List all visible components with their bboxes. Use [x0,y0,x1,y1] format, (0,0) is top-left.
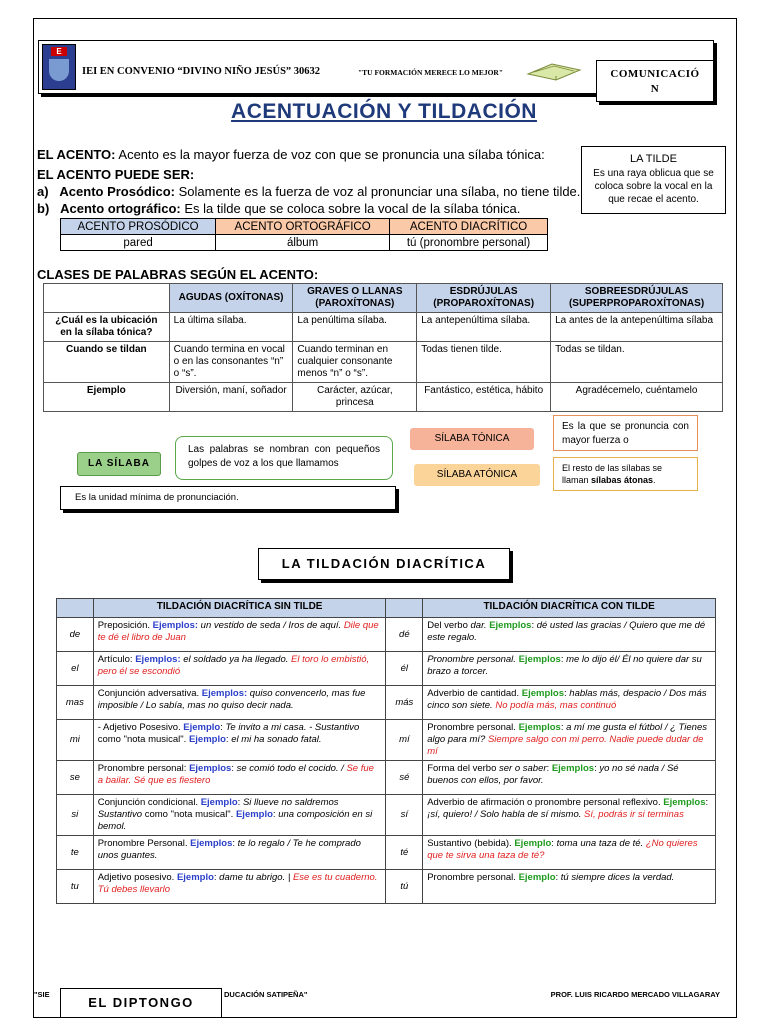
tilde-text: Es una raya oblicua que se coloca sobre la vocal en la que recae el acento. [593,168,714,205]
example-label: Ejemplos [518,654,561,665]
cell-text: Del verbo [427,620,471,631]
meaning-sin-tilde [93,795,386,836]
word-sin-tilde: mi [57,720,94,761]
header-prosodico: ACENTO PROSÓDICO [61,219,216,235]
header-ortografico: ACENTO ORTOGRÁFICO [216,219,390,235]
meaning-con-tilde [423,870,716,904]
acento-definition [37,147,545,162]
cell-text: : [705,797,709,808]
table-row [57,686,716,720]
silaba-unidad-box: Es la unidad mínima de pronunciación. [60,486,396,510]
cell-text: Pronombre Personal. [97,838,191,849]
example-sentence-red: Se fue a bailar. Sé que es fiestero [97,763,374,786]
cell-text: ¡sí, quiero! / Solo habla de sí mismo. [427,809,585,820]
acento-prosodico-label: Acento Prosódico: [59,184,175,199]
example-sentence-red: Sí, podrás ir si terminas [584,809,684,820]
table-cell: Todas se tildan. [551,342,723,383]
cell-text: Sustantivo [97,809,143,820]
cell-text: Artículo: [97,654,136,665]
header-con-tilde: TILDACIÓN DIACRÍTICA CON TILDE [423,599,716,618]
example-sentence-red: ¿No quieres que te sirva una taza de té? [427,838,698,861]
example-sentence-red: Siempre salgo con mi perro. Nadie puede dudar de mí [427,734,704,757]
cell-text: : [564,688,570,699]
meaning-con-tilde [423,795,716,836]
table-row [57,761,716,795]
cell-text: te lo regalo / Te he comprado unos guantes. [97,838,361,861]
acento-ortografico-line [37,201,520,216]
logo-letters: E [51,47,67,56]
example-label: Ejemplos [518,722,561,733]
cell-text: se comió todo el cocido. / [236,763,347,774]
table-row [44,383,723,412]
cell-text: : [225,734,232,745]
cell-text: Pronombre personal: [97,763,190,774]
cell-text: como "nota musical". [97,734,189,745]
example-label: Ejemplos [190,838,233,849]
example-label: Ejemplos [489,620,532,631]
cell-text: Si llueve no saldremos [242,797,339,808]
cell-text: quiso convencerlo, mas fue imposible / Lo sabía, mas no quiso decir nada. [97,688,366,711]
acento-prosodico-line [37,184,580,199]
cell-text: toma una taza de té. [556,838,644,849]
table-cell: Carácter, azúcar, princesa [293,383,417,412]
cell-text: Adverbio de afirmación o pronombre personal reflexivo. [427,797,664,808]
meaning-sin-tilde [93,618,386,652]
example-label: Ejemplos [551,763,595,774]
cell-text: Adverbio de cantidad. [427,688,522,699]
clases-header-graves: GRAVES O LLANAS (PAROXÍTONAS) [293,284,417,313]
table-cell: La penúltima sílaba. [293,313,417,342]
acento-prosodico-text: Solamente es la fuerza de voz al pronunciar una sílaba, no tiene tilde. [174,184,581,199]
cell-text: - Adjetivo Posesivo. [97,722,184,733]
cell-text: : [560,722,567,733]
acento-types-example-row [61,235,548,251]
tilde-definition-box [581,146,726,214]
table-cell: Cuando terminan en cualquier consonante menos “n” o “s”. [293,342,417,383]
example-label: Ejemplo [518,872,556,883]
subject-box [596,60,714,102]
cell-text: Forma del verbo [427,763,500,774]
table-row [57,652,716,686]
cell-text: dame tu abrigo. | [219,872,293,883]
cell-text: Pronombre personal. [427,872,519,883]
header-word-left [57,599,94,618]
example-label: Ejemplo [176,872,214,883]
example-sentence-red: No podía más, mas continuó [495,700,617,711]
row-label-ubicacion: ¿Cuál es la ubicación en la sílaba tónica? [44,313,170,342]
cell-text: : [555,872,561,883]
acento-label: EL ACENTO: [37,147,116,162]
example-label: Ejemplos: [152,620,199,631]
example-ortografico: álbum [216,235,390,251]
silaba-definition-box: Las palabras se nombran con pequeños golpes de voz a los que llamamos [175,436,393,480]
cell-text: el mi ha sonado fatal. [231,734,322,745]
acento-types-header [61,219,548,235]
cell-text: : [237,797,243,808]
cell-text: Adjetivo posesivo. [97,872,177,883]
example-label: Ejemplo [200,797,238,808]
word-con-tilde: más [386,686,423,720]
meaning-sin-tilde [93,836,386,870]
clases-header-row [44,284,723,313]
cell-text: el soldado ya ha llegado. [180,654,289,665]
cell-text: - Sustantivo [306,722,360,733]
silaba-label: LA SÍLABA [77,452,161,476]
school-motto: "TU FORMACIÓN MERECE LO MEJOR" [358,68,503,77]
cell-text: dé usted las gracias / Quiero que me dé este regalo. [427,620,706,643]
subject-line-2: N [650,83,660,95]
table-row [57,795,716,836]
meaning-con-tilde [423,836,716,870]
item-letter-a: a) [37,184,49,199]
school-name: IEI EN CONVENIO “DIVINO NIÑO JESÚS” 30632 [82,66,321,77]
example-label: Ejemplos: [135,654,181,665]
diptongo-title: EL DIPTONGO [60,988,222,1018]
cell-text: dar. [470,620,487,631]
item-letter-b: b) [37,201,50,216]
table-cell: Cuando termina en vocal o en las consonantes “n” o “s”. [169,342,293,383]
cell-text: Preposición. [97,620,153,631]
cell-text: : [231,763,237,774]
example-label: Ejemplo [188,734,226,745]
acento-types-table [60,218,548,251]
header-diacritico: ACENTO DIACRÍTICO [390,219,548,235]
cell-text: hablas más, despacio / Dos más cinco son siete. [427,688,707,711]
footer-left-b: DUCACIÓN SATIPEÑA" [224,990,308,999]
table-cell: La antes de la antepenúltima sílaba [551,313,723,342]
cell-text: : [232,838,238,849]
table-cell: Fantástico, estética, hábito [417,383,551,412]
word-sin-tilde: te [57,836,94,870]
meaning-con-tilde [423,618,716,652]
atonica-def-end: . [653,475,656,485]
meaning-sin-tilde [93,652,386,686]
cell-text: Pronombre personal. [427,654,516,665]
subject-line-1: COMUNICACIÓ [610,68,700,80]
cell-text: Pronombre personal. [427,722,519,733]
silaba-tonica-label: SÍLABA TÓNICA [410,428,534,450]
atonica-def-bold: sílabas átonas [591,475,654,485]
footer-left-a: "SIE [34,990,50,999]
school-logo [42,44,76,90]
example-sentence-red: Dile que te dé el libro de Juan [97,620,379,643]
clases-table [43,283,723,412]
example-label: Ejemplo [514,838,552,849]
cell-text: : [531,620,537,631]
silaba-atonica-definition [553,457,698,491]
table-cell: La antepenúltima sílaba. [417,313,551,342]
example-label: Ejemplos [521,688,564,699]
cell-text: como "nota musical". [142,809,236,820]
diacritica-table [56,598,716,904]
table-cell: Agradécemelo, cuéntamelo [551,383,723,412]
example-label: Ejemplo [183,722,221,733]
word-sin-tilde: tu [57,870,94,904]
example-label: Ejemplos [189,763,232,774]
example-sentence-red: Ese es tu cuaderno. Tú debes llevarlo [97,872,378,895]
word-sin-tilde: si [57,795,94,836]
cell-text: : [213,872,220,883]
diacritica-title: LA TILDACIÓN DIACRÍTICA [258,548,510,580]
table-row [57,618,716,652]
word-con-tilde: él [386,652,423,686]
table-row [44,342,723,383]
word-sin-tilde: el [57,652,94,686]
table-row [57,720,716,761]
cell-text: un vestido de seda / Iros de aquí. [198,620,344,631]
row-label-ejemplo: Ejemplo [44,383,170,412]
word-con-tilde: mí [386,720,423,761]
word-sin-tilde: de [57,618,94,652]
meaning-con-tilde [423,720,716,761]
word-con-tilde: tú [386,870,423,904]
cell-text: : [220,722,226,733]
cell-text: Sustantivo (bebida). [427,838,515,849]
table-row [44,313,723,342]
silaba-tonica-definition: Es la que se pronuncia con mayor fuerza o [553,415,698,451]
clases-header-agudas: AGUDAS (OXÍTONAS) [169,284,293,313]
cell-text: una composición en si bemol. [97,809,373,832]
table-row [57,870,716,904]
acento-ortografico-text: Es la tilde que se coloca sobre la vocal de la sílaba tónica. [180,201,521,216]
example-sentence-red: El toro lo embistió, pero él se escondió [97,654,370,677]
acento-ortografico-label: Acento ortográfico: [60,201,181,216]
acento-text: Acento es la mayor fuerza de voz con que se pronuncia una sílaba tónica: [115,147,545,162]
example-prosodico: pared [61,235,216,251]
cell-text: me lo dijo él/ Él no quiere dar su brazo a torcer. [427,654,702,677]
silaba-atonica-label: SÍLABA ATÓNICA [414,464,540,486]
word-con-tilde: sé [386,761,423,795]
example-label: Ejemplos: [201,688,248,699]
table-cell: Todas tienen tilde. [417,342,551,383]
meaning-sin-tilde [93,761,386,795]
tilde-title: LA TILDE [630,153,677,165]
cell-text: tú siempre dices la verdad. [560,872,675,883]
clases-header-esdrujulas: ESDRÚJULAS (PROPAROXÍTONAS) [417,284,551,313]
cell-text: Te invito a mi casa. [225,722,307,733]
cell-text: Conjunción adversativa. [97,688,202,699]
word-con-tilde: dé [386,618,423,652]
page-title: ACENTUACIÓN Y TILDACIÓN [231,100,537,123]
table-row [57,836,716,870]
meaning-con-tilde [423,761,716,795]
cell-text: : [560,654,567,665]
word-con-tilde: té [386,836,423,870]
header-word-right [386,599,423,618]
cell-text: ser o saber [499,763,547,774]
row-label-tildan: Cuando se tildan [44,342,170,383]
cell-text: Conjunción condicional. [97,797,201,808]
word-con-tilde: sí [386,795,423,836]
cell-text: yo no sé nada / Sé buenos con ellos, por favor. [427,763,679,786]
acento-puede-ser: EL ACENTO PUEDE SER: [37,167,195,182]
word-sin-tilde: se [57,761,94,795]
meaning-con-tilde [423,652,716,686]
header-sin-tilde: TILDACIÓN DIACRÍTICA SIN TILDE [93,599,386,618]
cell-text: : [546,763,552,774]
example-label: Ejemplo [235,809,273,820]
atonica-def-text: El resto de las sílabas se llaman [562,463,663,485]
cell-text: a mí me gusta el fútbol / ¿ Tienes algo para mí? [427,722,707,745]
table-cell: La última sílaba. [169,313,293,342]
meaning-sin-tilde [93,720,386,761]
books-icon [526,60,582,82]
cell-text: : [594,763,600,774]
shield-icon [49,59,69,81]
clases-title: CLASES DE PALABRAS SEGÚN EL ACENTO: [37,267,319,282]
footer-author: PROF. LUIS RICARDO MERCADO VILLAGARAY [550,990,720,999]
clases-header-sobreesdrujulas: SOBREESDRÚJULAS (SUPERPROPAROXÍTONAS) [551,284,723,313]
table-cell: Diversión, maní, soñador [169,383,293,412]
clases-header-empty [44,284,170,313]
cell-text: : [272,809,279,820]
meaning-con-tilde [423,686,716,720]
example-label: Ejemplos [663,797,706,808]
meaning-sin-tilde [93,870,386,904]
diacritica-header-row [57,599,716,618]
example-diacritico: tú (pronombre personal) [390,235,548,251]
meaning-sin-tilde [93,686,386,720]
cell-text: : [551,838,557,849]
word-sin-tilde: mas [57,686,94,720]
